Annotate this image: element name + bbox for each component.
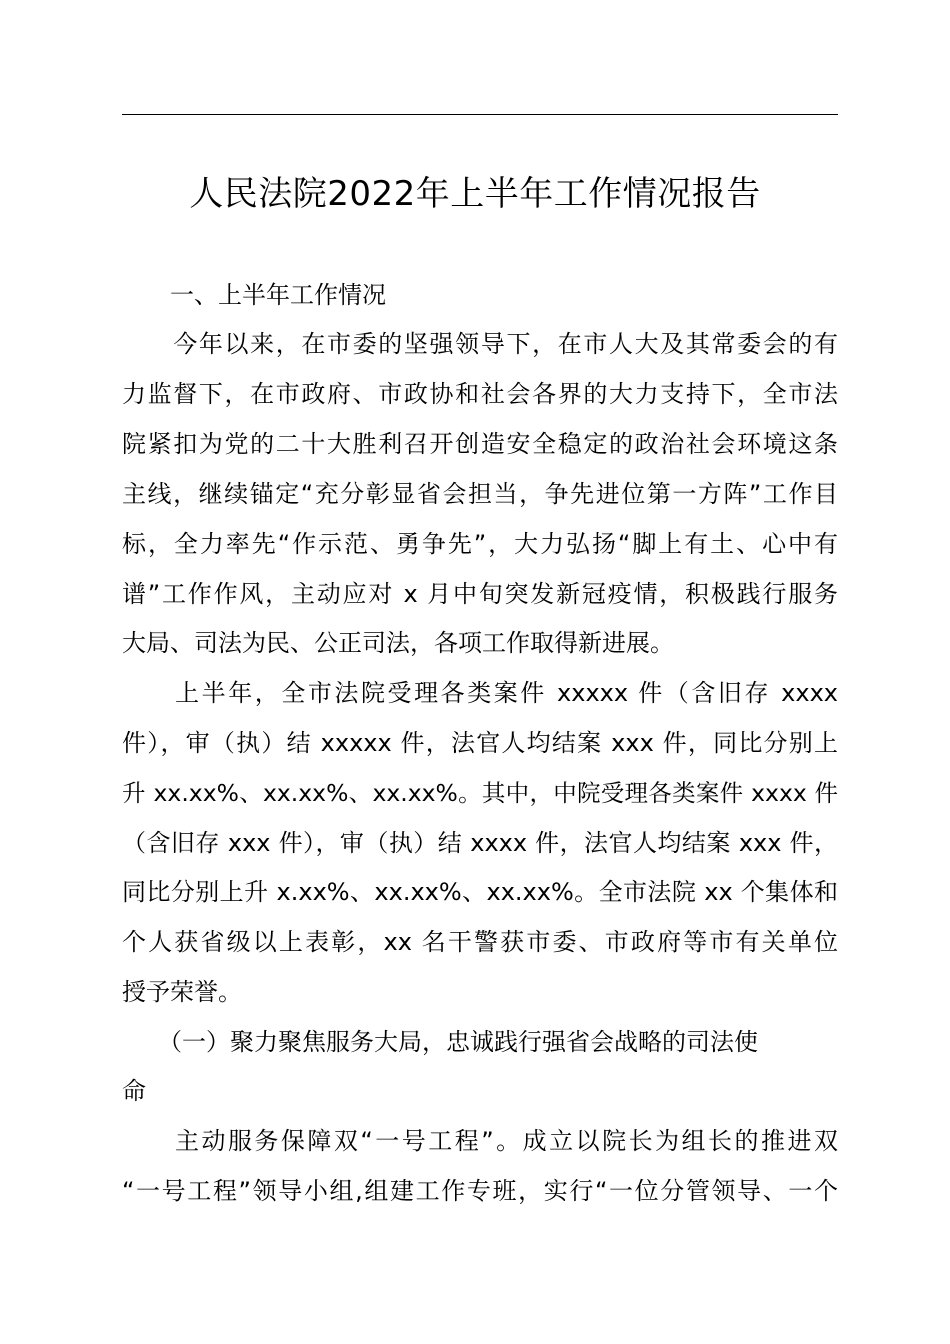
- body-line: 今年以来，在市委的坚强领导下，在市人大及其常委会的有: [122, 330, 838, 358]
- body-line: “一号工程”领导小组,组建工作专班，实行“一位分管领导、一个: [122, 1177, 838, 1205]
- body-line: 授予荣誉。: [122, 978, 242, 1006]
- body-line: 主线，继续锚定“充分彰显省会担当，争先进位第一方阵”工作目: [122, 480, 838, 508]
- document-title: 人民法院2022年上半年工作情况报告: [189, 174, 761, 214]
- body-line: 大局、司法为民、公正司法，各项工作取得新进展。: [122, 629, 674, 657]
- body-line: 件），审（执）结 xxxxx 件，法官人均结案 xxx 件，同比分别上: [122, 729, 838, 757]
- body-line: 力监督下，在市政府、市政协和社会各界的大力支持下，全市法: [122, 380, 838, 408]
- subsection-heading-continued: 命: [122, 1077, 146, 1105]
- body-line: 主动服务保障双“一号工程”。成立以院长为组长的推进双: [122, 1127, 838, 1155]
- body-line: 标，全力率先“作示范、勇争先”，大力弘扬“脚上有土、心中有: [122, 530, 838, 558]
- body-line: （含旧存 xxx 件），审（执）结 xxxx 件，法官人均结案 xxx 件，: [122, 829, 838, 857]
- body-line: 升 xx.xx%、xx.xx%、xx.xx%。其中，中院受理各类案件 xxxx 件: [122, 779, 838, 807]
- body-line: 谱”工作作风，主动应对 x 月中旬突发新冠疫情，积极践行服务: [122, 580, 838, 608]
- body-line: 院紧扣为党的二十大胜利召开创造安全稳定的政治社会环境这条: [122, 430, 838, 458]
- section-heading: 一、上半年工作情况: [122, 281, 386, 309]
- header-rule: [122, 114, 838, 115]
- body-line: 个人获省级以上表彰，xx 名干警获市委、市政府等市有关单位: [122, 928, 838, 956]
- subsection-heading: （一）聚力聚焦服务大局，忠诚践行强省会战略的司法使: [122, 1028, 758, 1056]
- body-line: 上半年，全市法院受理各类案件 xxxxx 件（含旧存 xxxx: [122, 679, 838, 707]
- body-line: 同比分别上升 x.xx%、xx.xx%、xx.xx%。全市法院 xx 个集体和: [122, 878, 838, 906]
